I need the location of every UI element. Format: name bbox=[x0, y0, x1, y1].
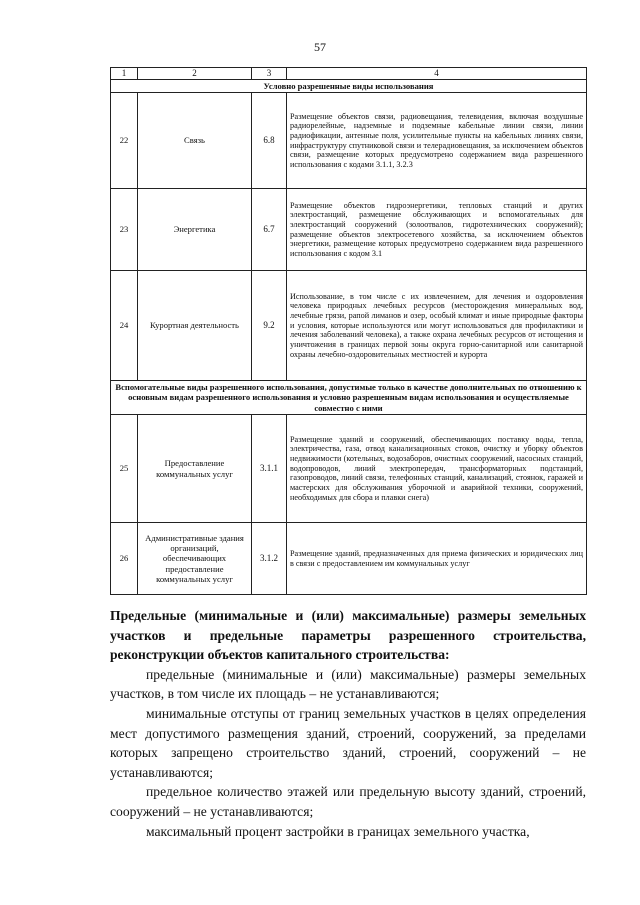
paragraph: предельное количество этажей или предельную высоту зданий, строений, сооружений – не устанавливаются; bbox=[110, 784, 586, 819]
paragraph: предельные (минимальные и (или) максимальные) размеры земельных участков, в том числе их площадь – не устанавливаются; bbox=[110, 666, 586, 702]
use-description: Использование, в том числе с их извлечением, для лечения и оздоровления человека природных лечебных ресурсов (месторождения минеральных вод, лечебные грязи, рапой лиманов и озер, особый климат и иные природные факторы и условия, которые используются или могут использоваться для профилактики и лечения заболеваний человека), а также охрана лечебных ресурсов от истощения и уничтожения в границах первой зоны округа горно-санитарной или санитарной охраны лечебно-оздоровительных местностей и курорта bbox=[287, 271, 587, 381]
body-text bbox=[110, 606, 586, 841]
use-code: 6.8 bbox=[252, 93, 287, 189]
use-name: Курортная деятельность bbox=[138, 271, 252, 381]
table-row bbox=[111, 523, 587, 595]
page-number: 57 bbox=[314, 40, 326, 54]
section-row-conditional bbox=[111, 79, 587, 92]
table-row bbox=[111, 271, 587, 381]
header-cell: 4 bbox=[287, 68, 587, 80]
row-number: 25 bbox=[111, 415, 138, 523]
land-use-table bbox=[110, 67, 587, 595]
use-name: Предоставление коммунальных услуг bbox=[138, 415, 252, 523]
use-name: Связь bbox=[138, 93, 252, 189]
use-name: Энергетика bbox=[138, 189, 252, 271]
use-code: 3.1.2 bbox=[252, 523, 287, 595]
table-row bbox=[111, 189, 587, 271]
row-number: 26 bbox=[111, 523, 138, 595]
row-number: 24 bbox=[111, 271, 138, 381]
table-header-row bbox=[111, 68, 587, 80]
use-code: 9.2 bbox=[252, 271, 287, 381]
header-cell: 2 bbox=[138, 68, 252, 80]
table-row bbox=[111, 415, 587, 523]
section-title: Вспомогательные виды разрешенного использования, допустимые только в качестве дополнительных по отношению к основным видам разрешенного использования и условно разрешенным видам использования и осуществляемые совместно с ними bbox=[111, 381, 587, 415]
use-description: Размещение зданий, предназначенных для приема физических и юридических лиц в связи с предоставлением им коммунальных услуг bbox=[287, 523, 587, 595]
header-cell: 1 bbox=[111, 68, 138, 80]
use-code: 6.7 bbox=[252, 189, 287, 271]
use-description: Размещение зданий и сооружений, обеспечивающих поставку воды, тепла, электричества, газа, отвод канализационных стоков, очистку и уборку объектов недвижимости (котельных, водозаборов, очистных сооружений, насосных станций, водопроводов, линий электропередач, трансформаторных подстанций, газопроводов, линий связи, телефонных станций, канализаций, стоянок, гаражей и мастерских для обслуживания уборочной и аварийной техники, сооружений, необходимых для сбора и плавки снега) bbox=[287, 415, 587, 523]
paragraph: максимальный процент застройки в границах земельного участка, bbox=[146, 823, 530, 839]
use-code: 3.1.1 bbox=[252, 415, 287, 523]
section-heading: Предельные (минимальные и (или) максимальные) размеры земельных участков и предельные параметры разрешенного строительства, реконструкции объектов капитального строительства: bbox=[110, 608, 586, 663]
use-description: Размещение объектов связи, радиовещания, телевидения, включая воздушные радиорелейные, надземные и подземные кабельные линии связи, линии радиофикации, антенные поля, усилительные пункты на кабельных линиях связи, инфраструктуру спутниковой связи и телерадиовещания, за исключением объектов связи, размещение которых предусмотрено содержанием вида разрешенного использования с кодами 3.1.1, 3.2.3 bbox=[287, 93, 587, 189]
section-title: Условно разрешенные виды использования bbox=[111, 79, 587, 92]
header-cell: 3 bbox=[252, 68, 287, 80]
use-name: Административные здания организаций, обеспечивающих предоставление коммунальных услуг bbox=[138, 523, 252, 595]
section-row-auxiliary bbox=[111, 381, 587, 415]
row-number: 23 bbox=[111, 189, 138, 271]
use-description: Размещение объектов гидроэнергетики, тепловых станций и других электростанций, размещение обслуживающих и вспомогательных для электростанций сооружений (золоотвалов, гидротехнических сооружений); размещение объектов электросетевого хозяйства, за исключением объектов энергетики, размещение которых предусмотрено содержанием вида разрешенного использования с кодом 3.1 bbox=[287, 189, 587, 271]
row-number: 22 bbox=[111, 93, 138, 189]
paragraph: минимальные отступы от границ земельных участков в целях определения мест допустимого размещения зданий, строений, сооружений, за пределами которых запрещено строительство зданий, строений, сооружений – не устанавливаются; bbox=[110, 705, 586, 780]
table-row bbox=[111, 93, 587, 189]
